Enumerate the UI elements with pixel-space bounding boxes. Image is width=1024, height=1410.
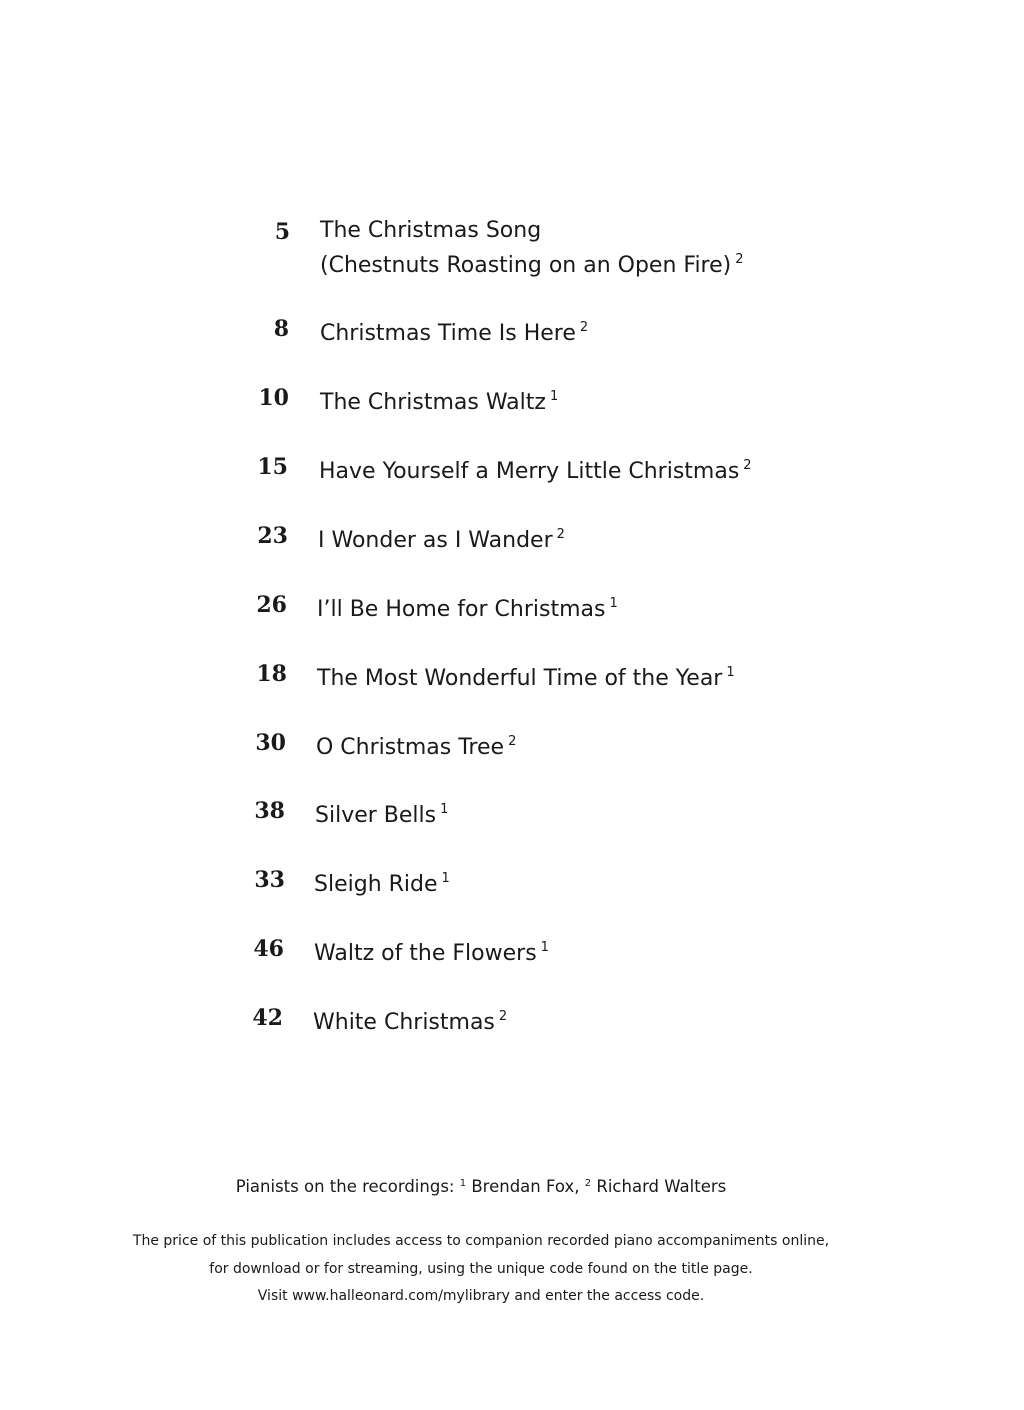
song-title-line: Have Yourself a Merry Little Christmas bbox=[319, 459, 740, 484]
visit-suffix: and enter the access code. bbox=[514, 1288, 705, 1304]
library-url: www.halleonard.com/mylibrary bbox=[292, 1288, 510, 1304]
pianists-prefix: Pianists on the recordings: bbox=[235, 1177, 455, 1196]
song-title-line: Silver Bells bbox=[315, 803, 437, 828]
page-number: 26 bbox=[256, 592, 287, 618]
song-title-line: White Christmas bbox=[313, 1010, 495, 1035]
pianist-note: 1 bbox=[726, 665, 735, 680]
song-title bbox=[314, 933, 549, 968]
song-title bbox=[317, 589, 618, 624]
pianist-note: 2 bbox=[735, 252, 744, 267]
page-number: 38 bbox=[254, 798, 285, 824]
page-number: 10 bbox=[258, 385, 289, 411]
song-title bbox=[313, 1002, 507, 1037]
song-title-line: O Christmas Tree bbox=[316, 735, 505, 760]
song-title bbox=[316, 727, 516, 762]
page-number: 5 bbox=[274, 219, 290, 245]
pianist-note: 2 bbox=[579, 320, 589, 335]
pianist-1-name: Brendan Fox, bbox=[471, 1177, 580, 1196]
page-number: 30 bbox=[255, 730, 286, 756]
access-note-line-3 bbox=[0, 1288, 962, 1304]
page-number: 42 bbox=[252, 1005, 283, 1031]
song-title-line: I’ll Be Home for Christmas bbox=[317, 597, 606, 622]
page-number: 18 bbox=[256, 661, 287, 687]
song-title bbox=[318, 520, 565, 555]
page-number: 33 bbox=[254, 867, 285, 893]
pianist-note: 1 bbox=[441, 871, 450, 886]
song-title bbox=[314, 864, 450, 899]
pianist-note: 2 bbox=[498, 1009, 508, 1024]
page-number: 8 bbox=[273, 316, 289, 342]
song-title bbox=[315, 795, 448, 830]
song-title bbox=[320, 382, 558, 417]
pianist-2-mark: 2 bbox=[584, 1178, 592, 1189]
pianists-credit bbox=[0, 1177, 962, 1196]
song-title bbox=[320, 313, 588, 348]
song-title-line: (Chestnuts Roasting on an Open Fire) bbox=[320, 253, 732, 278]
pianist-note: 1 bbox=[609, 596, 618, 611]
pianist-1-mark: 1 bbox=[459, 1178, 467, 1189]
song-title-line: Waltz of the Flowers bbox=[314, 941, 537, 966]
visit-prefix: Visit bbox=[257, 1288, 288, 1304]
pianist-note: 2 bbox=[556, 527, 565, 542]
song-title-line: I Wonder as I Wander bbox=[318, 528, 553, 553]
song-title-line: The Christmas Waltz bbox=[320, 390, 546, 415]
song-title-line: The Most Wonderful Time of the Year bbox=[317, 666, 723, 691]
page-number: 23 bbox=[257, 523, 288, 549]
pianist-note: 1 bbox=[549, 389, 559, 404]
song-title-line: Christmas Time Is Here bbox=[320, 321, 576, 346]
song-title bbox=[317, 658, 735, 693]
song-title bbox=[319, 451, 752, 486]
pianist-2-name: Richard Walters bbox=[596, 1177, 727, 1196]
page-number: 46 bbox=[253, 936, 284, 962]
pianist-note: 2 bbox=[743, 458, 752, 473]
pianist-note: 1 bbox=[540, 940, 549, 955]
page-number: 15 bbox=[257, 454, 288, 480]
song-title-line: The Christmas Song bbox=[320, 218, 542, 243]
access-note-line-2: for download or for streaming, using the unique code found on the title page. bbox=[209, 1261, 753, 1277]
song-title bbox=[320, 216, 744, 280]
access-note-line-1: The price of this publication includes access to companion recorded piano accompaniments online, bbox=[132, 1233, 830, 1249]
pianist-note: 1 bbox=[440, 802, 449, 817]
pianist-note: 2 bbox=[508, 734, 517, 749]
song-title-line: Sleigh Ride bbox=[314, 872, 438, 897]
